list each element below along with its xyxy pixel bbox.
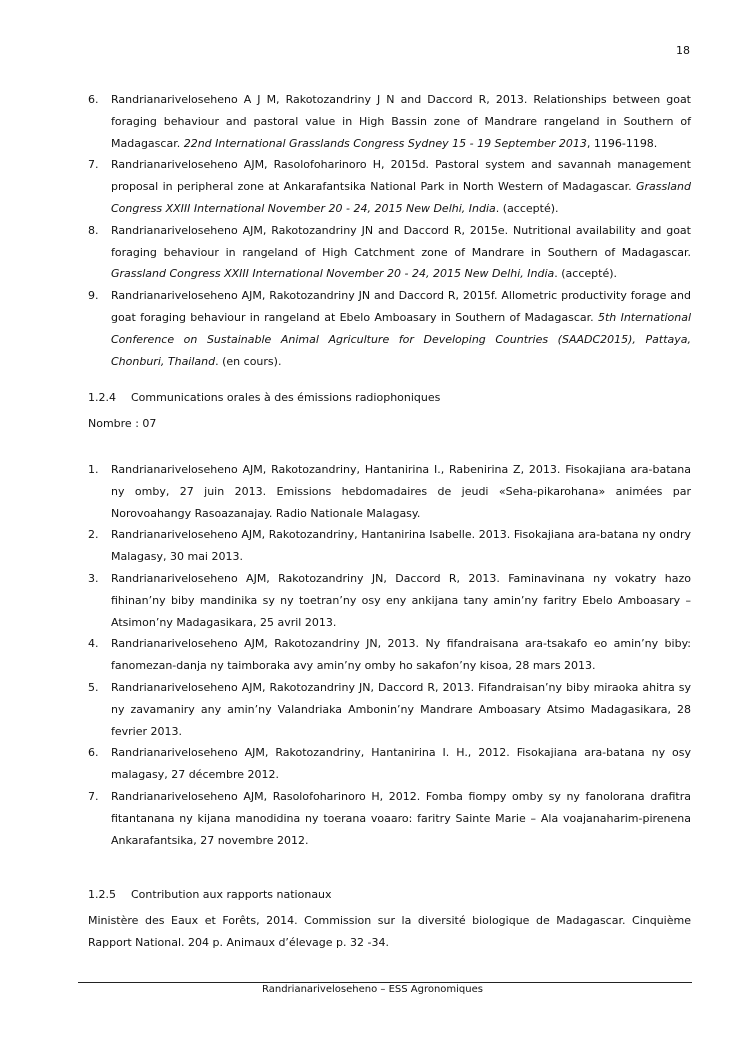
list-item	[88, 220, 691, 285]
item-text: Randrianariveloseheno AJM, Rakotozandriny, Hantanirina I. H., 2012. Fisokajiana ara-batana ny osy malagasy, 27 décembre 2012.	[111, 746, 691, 782]
item-number: 5.	[88, 680, 99, 694]
list-item	[88, 154, 691, 219]
item-text: Randrianariveloseheno AJM, Rakotozandriny JN, Daccord R, 2013. Fifandraisan’ny biby miraoka ahitra sy ny zavamaniry any amin’ny Valandriaka Ambonin’ny Mandrare Amboasary Atsimo Madagasikara, 28 fevrier 2013.	[111, 680, 691, 738]
item-number: 7.	[88, 789, 99, 803]
item-number: 3.	[88, 571, 99, 585]
radio-communications-list	[88, 459, 691, 851]
item-number: 7.	[88, 158, 99, 172]
section-body: Ministère des Eaux et Forêts, 2014. Commission sur la diversité biologique de Madagascar. Cinquième Rapport National. 204 p. Animaux d’élevage p. 32 -34.	[88, 914, 691, 949]
list-item	[88, 633, 691, 677]
section-number: 1.2.5	[88, 888, 116, 902]
list-item	[88, 89, 691, 154]
item-venue: 5th International Conference on Sustainable Animal Agriculture for Developing Countries (SAADC2015), Pattaya, Chonburi, Thailand	[111, 310, 691, 368]
section-title: Communications orales à des émissions radiophoniques	[131, 391, 441, 405]
footer-divider	[78, 982, 692, 983]
page-number: 18	[676, 44, 690, 57]
item-text: Randrianariveloseheno AJM, Rakotozandriny, Hantanirina I., Rabenirina Z, 2013. Fisokajiana ara-batana ny omby, 27 juin 2013. Emissions hebdomadaires de jeudi «Seha-pikarohana» animées par Norovoahangy Rasoazanajay. Radio Nationale Malagasy.	[111, 462, 691, 520]
item-number: 8.	[88, 223, 99, 237]
item-venue: 22nd International Grasslands Congress Sydney 15 - 19 September 2013	[183, 136, 587, 150]
item-number: 4.	[88, 637, 99, 651]
item-tail: . (accepté).	[495, 201, 559, 215]
list-item	[88, 524, 691, 568]
section-title: Contribution aux rapports nationaux	[131, 888, 332, 902]
item-text: Randrianariveloseheno AJM, Rasolofoharinoro H, 2015d. Pastoral system and savannah management proposal in peripheral zone at Ankarafantsika National Park in North Western of Madagascar.	[111, 158, 691, 194]
list-item	[88, 285, 691, 372]
list-item	[88, 677, 691, 742]
list-item	[88, 742, 691, 786]
item-text: Randrianariveloseheno AJM, Rakotozandriny JN, Daccord R, 2013. Faminavinana ny vokatry hazo fihinan’ny biby mandinika sy ny toetran’ny osy eny ankijana tany amin’ny faritry Ebelo Amboasary – Atsimon’ny Madagasikara, 25 avril 2013.	[111, 571, 691, 629]
item-text: Randrianariveloseheno A J M, Rakotozandriny J N and Daccord R, 2013. Relationships between goat foraging behaviour and pastoral value in High Bassin zone of Mandrare rangeland in Southern of Madagascar.	[111, 93, 691, 150]
item-number: 6.	[88, 746, 99, 760]
item-number: 1.	[88, 462, 99, 476]
item-venue: Grassland Congress XXIII International November 20 - 24, 2015 New Delhi, India	[111, 180, 691, 215]
item-number: 2.	[88, 528, 99, 542]
item-tail: , 1196-1198.	[586, 136, 658, 150]
item-text: Randrianariveloseheno AJM, Rakotozandriny JN and Daccord R, 2015e. Nutritional availability and goat foraging behaviour in rangeland of High Catchment zone of Mandrare in Southern of Madagascar.	[111, 223, 691, 259]
publications-list	[88, 89, 691, 372]
section-heading-1-2-4	[88, 387, 691, 409]
list-item	[88, 786, 691, 851]
item-number: 9.	[88, 289, 99, 303]
item-number: 6.	[88, 93, 99, 106]
item-tail: . (accepté).	[554, 267, 618, 281]
item-text: Randrianariveloseheno AJM, Rasolofoharinoro H, 2012. Fomba fiompy omby sy ny fanolorana drafitra fitantanana ny kijana manodidina ny toerana voaaro: faritry Sainte Marie – Ala voajanaharim-pirenena Ankarafantsika, 27 novembre 2012.	[111, 789, 691, 847]
section-heading-1-2-5	[88, 884, 691, 906]
item-text: Randrianariveloseheno AJM, Rakotozandriny JN, 2013. Ny fifandraisana ara-tsakafo eo amin’ny biby: fanomezan-danja ny taimboraka avy amin’ny omby ho sakafon’ny kisoa, 28 mars 2013.	[111, 637, 691, 673]
page-content	[88, 89, 691, 954]
item-tail: . (en cours).	[215, 354, 282, 368]
count-line: Nombre : 07	[88, 417, 157, 431]
list-item	[88, 459, 691, 524]
item-venue: Grassland Congress XXIII International November 20 - 24, 2015 New Delhi, India	[111, 267, 555, 281]
list-item	[88, 568, 691, 633]
footer-text: Randrianariveloseheno – ESS Agronomiques	[262, 984, 483, 995]
section-number: 1.2.4	[88, 391, 116, 405]
item-text: Randrianariveloseheno AJM, Rakotozandriny, Hantanirina Isabelle. 2013. Fisokajiana ara-batana ny ondry Malagasy, 30 mai 2013.	[111, 528, 691, 564]
item-text: Randrianariveloseheno AJM, Rakotozandriny JN and Daccord R, 2015f. Allometric productivity forage and goat foraging behaviour in rangeland at Ebelo Amboasary in Southern of Madagascar.	[111, 289, 691, 324]
